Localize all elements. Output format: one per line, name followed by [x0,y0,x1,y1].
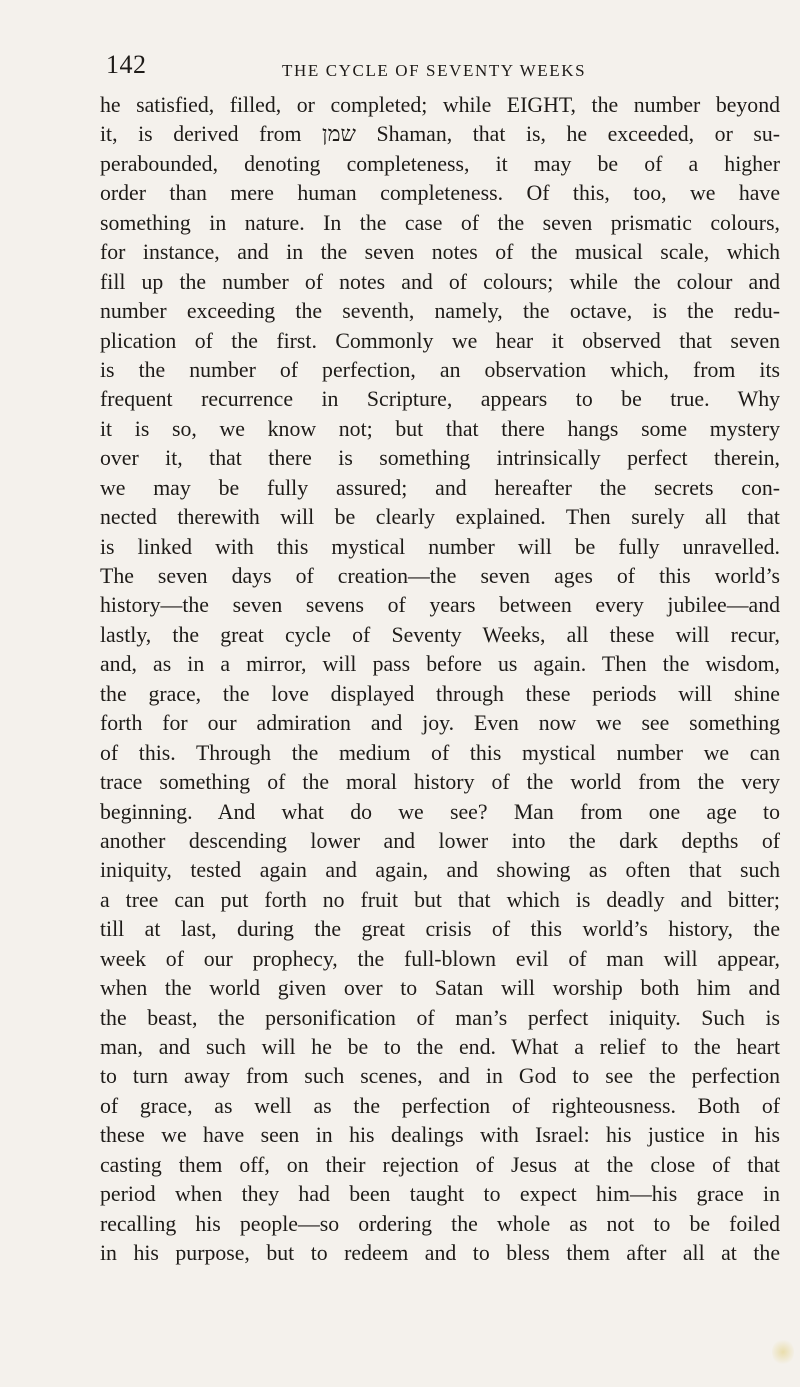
text-line: frequent recurrence in Scripture, appears to be true. Why [100,387,780,412]
text-line: order than mere human completeness. Of this, too, we have [100,181,780,206]
text-line: in his purpose, but to redeem and to bless them after all at the [100,1241,780,1266]
text-line: trace something of the moral history of the world from the very [100,770,780,795]
paper-stain [772,1338,794,1366]
text-line: lastly, the great cycle of Seventy Weeks, all these will recur, [100,622,780,647]
text-line: nected therewith will be clearly explained. Then surely all that [100,505,780,530]
text-line: we may be fully assured; and hereafter the secrets con- [100,475,780,500]
text-line: another descending lower and lower into the dark depths of [100,828,780,853]
running-title: THE CYCLE OF SEVENTY WEEKS [282,61,587,80]
text-line: till at last, during the great crisis of this world’s history, the [100,917,780,942]
text-line: recalling his people—so ordering the whole as not to be foiled [100,1211,780,1236]
text-line: number exceeding the seventh, namely, the octave, is the redu- [100,299,780,324]
text-line: man, and such will he be to the end. What a relief to the heart [100,1035,780,1059]
text-line: beginning. And what do we see? Man from one age to [100,799,780,824]
text-line: it is so, we know not; but that there hangs some mystery [100,416,780,441]
text-line: to turn away from such scenes, and in God to see the perfection [100,1064,780,1089]
text-line: of this. Through the medium of this mystical number we can [100,740,780,765]
text-line: week of our prophecy, the full-blown evil of man will appear, [100,946,780,971]
text-line: history—the seven sevens of years between every jubilee—and [100,593,780,618]
text-line: plication of the first. Commonly we hear it observed that seven [100,328,780,353]
text-line: a tree can put forth no fruit but that which is deadly and bitter; [100,887,780,912]
text-line: the grace, the love displayed through these periods will shine [100,681,780,706]
body-text [100,91,780,1269]
text-line: the beast, the personification of man’s perfect iniquity. Such is [100,1005,780,1030]
text-line: fill up the number of notes and of colours; while the colour and [100,269,780,294]
text-line: it, is derived from שמן Shaman, that is, he exceeded, or su- [100,122,781,147]
text-line: these we have seen in his dealings with Israel: his justice in his [100,1123,780,1148]
text-line: he satisfied, filled, or completed; while EIGHT, the number beyond [100,93,780,117]
text-line: period when they had been taught to expect him—his grace in [100,1182,780,1207]
page-number: 142 [106,50,147,79]
text-line: of grace, as well as the perfection of righteousness. Both of [100,1093,780,1118]
text-line: and, as in a mirror, will pass before us again. Then the wisdom, [100,652,780,677]
text-line: is the number of perfection, an observation which, from its [100,357,780,382]
text-line: something in nature. In the case of the seven prismatic colours, [100,210,780,235]
text-line: forth for our admiration and joy. Even now we see something [100,711,780,736]
text-line: is linked with this mystical number will be fully unravelled. [100,534,780,559]
text-line: The seven days of creation—the seven ages of this world’s [100,564,780,588]
text-line: casting them off, on their rejection of Jesus at the close of that [100,1152,780,1177]
text-line: iniquity, tested again and again, and showing as often that such [100,858,780,883]
text-line: for instance, and in the seven notes of the musical scale, which [100,240,780,265]
text-line: perabounded, denoting completeness, it may be of a higher [100,151,780,176]
text-line: when the world given over to Satan will worship both him and [100,976,780,1001]
text-line: over it, that there is something intrinsically perfect therein, [100,446,780,471]
